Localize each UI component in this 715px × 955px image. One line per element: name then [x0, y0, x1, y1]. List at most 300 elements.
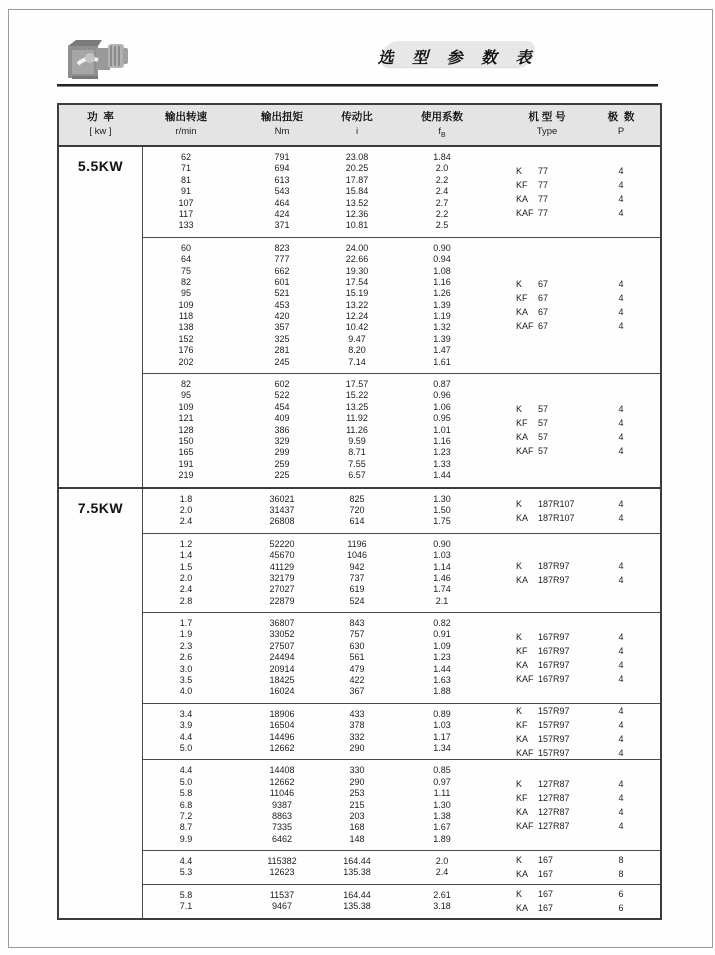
type-model: 127R87 — [538, 793, 570, 804]
table-row — [142, 494, 660, 505]
ratio-cell: 12.36 — [345, 208, 369, 219]
speed-cell: 3.9 — [179, 720, 193, 731]
header-output-speed: 输出转速 r/min — [165, 111, 207, 137]
type-model: 167R97 — [538, 645, 570, 656]
type-prefix: KA — [516, 659, 529, 670]
type-model: 157R97 — [538, 705, 570, 716]
torque-cell: 16504 — [269, 720, 295, 731]
table-row — [142, 596, 660, 607]
poles-list — [597, 704, 645, 760]
speed-cell: 82 — [180, 276, 191, 287]
type-entry — [516, 704, 570, 718]
type-model: 127R87 — [538, 779, 570, 790]
ratio-cell: 135.38 — [343, 867, 371, 878]
service-factor-cell: 1.19 — [433, 311, 451, 322]
poles-value: 4 — [618, 733, 624, 744]
table-row — [142, 811, 660, 822]
ratio-cell: 1196 — [347, 538, 367, 549]
torque-cell: 357 — [274, 322, 290, 333]
torque-cell: 52220 — [269, 538, 295, 549]
ratio-block — [142, 703, 660, 760]
service-factor-cell: 1.74 — [433, 584, 451, 595]
speed-cell: 4.4 — [179, 765, 193, 776]
type-model: 57 — [538, 446, 549, 457]
type-prefix: KAF — [516, 321, 534, 332]
header-power: 功 率 [ kw ] — [87, 111, 114, 137]
type-model: 157R97 — [538, 747, 570, 758]
speed-cell: 9.9 — [179, 833, 193, 844]
power-label: 5.5KW — [77, 158, 124, 174]
torque-cell: 420 — [274, 311, 290, 322]
ratio-cell: 378 — [349, 720, 365, 731]
type-prefix: KF — [516, 719, 528, 730]
ratio-cell: 9.47 — [348, 333, 366, 344]
torque-cell: 6462 — [271, 833, 293, 844]
table-row — [142, 516, 660, 527]
data-rows — [142, 238, 660, 373]
header-output-torque: 输出扭矩 Nm — [261, 111, 303, 137]
table-row — [142, 357, 660, 368]
type-entry — [516, 319, 548, 333]
type-list — [516, 277, 548, 333]
type-entry — [516, 732, 570, 746]
service-factor-cell: 1.44 — [433, 663, 451, 674]
table-row — [142, 175, 660, 186]
table-row — [142, 288, 660, 299]
torque-cell: 613 — [274, 174, 290, 185]
ratio-cell: 17.87 — [345, 174, 369, 185]
table-row — [142, 243, 660, 254]
gearmotor-logo-image — [66, 34, 132, 84]
table-row — [142, 788, 660, 799]
speed-cell: 71 — [180, 163, 191, 174]
type-entry — [516, 206, 548, 220]
table-row — [142, 254, 660, 265]
type-model: 77 — [538, 165, 549, 176]
type-model: 67 — [538, 293, 549, 304]
service-factor-cell: 1.03 — [433, 720, 451, 731]
ratio-cell: 20.25 — [345, 163, 369, 174]
service-factor-cell: 2.4 — [435, 867, 449, 878]
torque-cell: 12623 — [269, 867, 295, 878]
type-list — [516, 704, 570, 760]
torque-cell: 36021 — [269, 493, 295, 504]
table-row — [142, 379, 660, 390]
type-prefix: K — [516, 889, 523, 900]
table-row — [142, 459, 660, 470]
table-row — [142, 345, 660, 356]
speed-cell: 81 — [180, 174, 191, 185]
service-factor-cell: 1.09 — [433, 640, 451, 651]
type-model: 187R107 — [538, 512, 575, 523]
torque-cell: 602 — [274, 379, 290, 390]
table-row — [142, 152, 660, 163]
type-model: 187R107 — [538, 498, 575, 509]
torque-cell: 259 — [274, 458, 290, 469]
table-row — [142, 618, 660, 629]
service-factor-cell: 0.90 — [433, 538, 451, 549]
ratio-cell: 757 — [349, 629, 365, 640]
table-row — [142, 198, 660, 209]
type-prefix: K — [516, 631, 523, 642]
ratio-cell: 135.38 — [343, 901, 371, 912]
ratio-cell: 7.55 — [348, 458, 366, 469]
poles-value: 4 — [618, 418, 624, 429]
service-factor-cell: 2.61 — [433, 889, 451, 900]
service-factor-cell: 1.30 — [433, 799, 451, 810]
torque-cell: 454 — [274, 401, 290, 412]
speed-cell: 133 — [178, 220, 194, 231]
torque-cell: 777 — [274, 254, 290, 265]
torque-cell: 12662 — [269, 742, 295, 753]
ratio-cell: 422 — [349, 675, 365, 686]
torque-cell: 45670 — [269, 550, 295, 561]
speed-cell: 82 — [180, 379, 191, 390]
poles-value: 4 — [618, 821, 624, 832]
ratio-cell: 290 — [349, 742, 365, 753]
type-entry — [516, 805, 570, 819]
poles-value: 4 — [618, 560, 624, 571]
poles-value: 4 — [618, 193, 624, 204]
table-row — [142, 765, 660, 776]
type-prefix: KAF — [516, 673, 534, 684]
poles-value: 4 — [618, 498, 624, 509]
torque-cell: 8863 — [271, 810, 293, 821]
torque-cell: 791 — [274, 152, 290, 162]
type-model: 127R87 — [538, 807, 570, 818]
speed-cell: 107 — [178, 197, 194, 208]
service-factor-cell: 1.39 — [433, 299, 451, 310]
type-prefix: K — [516, 705, 523, 716]
ratio-block — [142, 373, 660, 487]
table-row — [142, 890, 660, 901]
torque-cell: 115382 — [267, 856, 297, 867]
ratio-cell: 843 — [349, 618, 365, 629]
table-row — [142, 856, 660, 867]
type-entry — [516, 573, 570, 587]
service-factor-cell: 1.06 — [433, 401, 451, 412]
table-row — [142, 901, 660, 912]
type-entry — [516, 430, 548, 444]
torque-cell: 694 — [274, 163, 290, 174]
table-row — [142, 436, 660, 447]
poles-value: 4 — [618, 432, 624, 443]
torque-cell: 16024 — [269, 686, 295, 697]
poles-value: 4 — [618, 321, 624, 332]
data-rows — [142, 489, 660, 533]
ratio-cell: 10.81 — [345, 220, 369, 231]
power-section — [59, 147, 660, 487]
speed-cell: 176 — [178, 345, 194, 356]
table-row — [142, 447, 660, 458]
type-entry — [516, 867, 553, 881]
ratio-cell: 148 — [349, 833, 365, 844]
service-factor-cell: 1.08 — [433, 265, 451, 276]
ratio-block — [142, 850, 660, 884]
speed-cell: 4.0 — [179, 686, 193, 697]
torque-cell: 9387 — [271, 799, 293, 810]
speed-cell: 1.5 — [179, 561, 193, 572]
speed-cell: 1.9 — [179, 629, 193, 640]
torque-cell: 11537 — [269, 889, 295, 900]
service-factor-cell: 1.46 — [433, 572, 451, 583]
type-model: 167R97 — [538, 673, 570, 684]
type-model: 77 — [538, 193, 549, 204]
table-row — [142, 505, 660, 516]
service-factor-cell: 2.0 — [435, 856, 449, 867]
table-row — [142, 209, 660, 220]
type-model: 57 — [538, 404, 549, 415]
type-model: 157R97 — [538, 733, 570, 744]
service-factor-cell: 2.0 — [435, 163, 449, 174]
ratio-cell: 8.71 — [348, 447, 366, 458]
poles-value: 4 — [618, 645, 624, 656]
speed-cell: 91 — [180, 186, 191, 197]
service-factor-cell: 2.2 — [435, 174, 449, 185]
type-prefix: K — [516, 855, 523, 866]
table-row — [142, 675, 660, 686]
table-row — [142, 539, 660, 550]
ratio-cell: 561 — [349, 652, 365, 663]
type-entry — [516, 305, 548, 319]
type-prefix: KF — [516, 179, 528, 190]
torque-cell: 245 — [274, 356, 290, 367]
torque-cell: 823 — [274, 242, 290, 253]
ratio-cell: 168 — [349, 822, 365, 833]
type-prefix: KA — [516, 903, 529, 914]
type-prefix: KAF — [516, 747, 534, 758]
poles-list — [597, 559, 645, 587]
type-entry — [516, 630, 570, 644]
type-list — [516, 497, 575, 525]
poles-value: 4 — [618, 747, 624, 758]
table-row — [142, 562, 660, 573]
torque-cell: 22879 — [269, 595, 295, 606]
ratio-cell: 17.57 — [345, 379, 369, 390]
poles-value: 4 — [618, 779, 624, 790]
torque-cell: 424 — [274, 208, 290, 219]
ratio-block — [142, 612, 660, 703]
header-poles: 极 数 P — [607, 111, 635, 137]
type-prefix: KAF — [516, 207, 534, 218]
type-prefix: K — [516, 279, 523, 290]
ratio-cell: 630 — [349, 640, 365, 651]
torque-cell: 27027 — [269, 584, 295, 595]
speed-cell: 2.0 — [179, 504, 193, 515]
ratio-cell: 13.52 — [345, 197, 369, 208]
ratio-cell: 12.24 — [345, 311, 369, 322]
table-row — [142, 470, 660, 481]
data-rows — [142, 704, 660, 760]
type-entry — [516, 444, 548, 458]
ratio-cell: 164.44 — [343, 856, 371, 867]
poles-value: 6 — [618, 889, 624, 900]
type-entry — [516, 416, 548, 430]
table-row — [142, 867, 660, 878]
torque-cell: 24494 — [269, 652, 295, 663]
service-factor-cell: 1.44 — [433, 470, 451, 481]
table-row — [142, 709, 660, 720]
table-row — [142, 664, 660, 675]
speed-cell: 3.4 — [179, 708, 193, 719]
torque-cell: 325 — [274, 333, 290, 344]
type-model: 67 — [538, 321, 549, 332]
type-prefix: KF — [516, 793, 528, 804]
ratio-block — [142, 147, 660, 237]
speed-cell: 2.6 — [179, 652, 193, 663]
type-model: 187R97 — [538, 560, 570, 571]
poles-value: 4 — [618, 207, 624, 218]
torque-cell: 20914 — [269, 663, 295, 674]
ratio-cell: 13.22 — [345, 299, 369, 310]
type-prefix: KA — [516, 307, 529, 318]
speed-cell: 1.2 — [179, 538, 193, 549]
service-factor-cell: 0.87 — [433, 379, 451, 390]
poles-value: 6 — [618, 903, 624, 914]
torque-cell: 464 — [274, 197, 290, 208]
table-row — [142, 573, 660, 584]
type-list — [516, 559, 570, 587]
type-model: 77 — [538, 179, 549, 190]
torque-cell: 453 — [274, 299, 290, 310]
speed-cell: 5.3 — [179, 867, 193, 878]
service-factor-cell: 1.61 — [433, 356, 451, 367]
type-entry — [516, 819, 570, 833]
table-row — [142, 743, 660, 754]
ratio-cell: 10.42 — [345, 322, 369, 333]
type-entry — [516, 672, 570, 686]
torque-cell: 18425 — [269, 675, 295, 686]
data-rows — [142, 534, 660, 612]
ratio-cell: 614 — [349, 516, 365, 527]
service-factor-cell: 1.47 — [433, 345, 451, 356]
type-prefix: KA — [516, 193, 529, 204]
torque-cell: 12662 — [269, 776, 295, 787]
service-factor-cell: 1.38 — [433, 810, 451, 821]
header-rule — [57, 84, 658, 87]
ratio-cell: 215 — [349, 799, 365, 810]
speed-cell: 5.8 — [179, 889, 193, 900]
ratio-cell: 433 — [349, 708, 365, 719]
table-row — [142, 686, 660, 697]
speed-cell: 3.5 — [179, 675, 193, 686]
speed-cell: 62 — [180, 152, 191, 162]
table-row — [142, 584, 660, 595]
poles-list — [597, 777, 645, 833]
ratio-cell: 942 — [349, 561, 365, 572]
poles-value: 4 — [618, 705, 624, 716]
type-entry — [516, 277, 548, 291]
ratio-cell: 22.66 — [345, 254, 369, 265]
torque-cell: 7335 — [271, 822, 293, 833]
speed-cell: 150 — [178, 435, 194, 446]
poles-value: 4 — [618, 659, 624, 670]
data-rows — [142, 147, 660, 237]
speed-cell: 1.7 — [179, 618, 193, 629]
type-prefix: KF — [516, 418, 528, 429]
ratio-block — [142, 237, 660, 373]
speed-cell: 5.0 — [179, 742, 193, 753]
ratio-cell: 11.26 — [346, 424, 368, 435]
type-list — [516, 853, 553, 881]
ratio-cell: 15.22 — [345, 390, 369, 401]
ratio-cell: 332 — [349, 731, 365, 742]
speed-cell: 1.8 — [179, 493, 193, 504]
ratio-cell: 15.19 — [345, 288, 369, 299]
type-entry — [516, 164, 548, 178]
type-model: 167 — [538, 903, 554, 914]
speed-cell: 4.4 — [179, 731, 193, 742]
ratio-cell: 9.59 — [348, 435, 366, 446]
poles-value: 4 — [618, 179, 624, 190]
poles-list — [597, 887, 645, 915]
type-entry — [516, 791, 570, 805]
table-row — [142, 390, 660, 401]
table-row — [142, 413, 660, 424]
speed-cell: 6.8 — [179, 799, 193, 810]
speed-cell: 60 — [180, 242, 191, 253]
header-service-factor: 使用系数 $f_B$ — [421, 111, 463, 139]
type-entry — [516, 746, 570, 760]
torque-cell: 41129 — [269, 561, 295, 572]
ratio-cell: 479 — [349, 663, 365, 674]
type-prefix: KA — [516, 432, 529, 443]
service-factor-cell: 2.4 — [435, 186, 449, 197]
table-row — [142, 186, 660, 197]
table-header-row — [59, 105, 660, 147]
speed-cell: 95 — [180, 390, 191, 401]
type-list — [516, 164, 548, 220]
table-row — [142, 277, 660, 288]
type-model: 77 — [538, 207, 549, 218]
speed-cell: 109 — [178, 401, 194, 412]
ratio-block — [142, 533, 660, 612]
table-row — [142, 822, 660, 833]
poles-value: 8 — [618, 855, 624, 866]
power-section — [59, 487, 660, 918]
service-factor-cell: 0.94 — [433, 254, 451, 265]
torque-cell: 409 — [274, 413, 290, 424]
type-entry — [516, 658, 570, 672]
selection-table — [57, 103, 662, 920]
service-factor-cell: 1.23 — [433, 652, 451, 663]
table-row — [142, 322, 660, 333]
speed-cell: 75 — [180, 265, 191, 276]
torque-cell: 601 — [274, 276, 290, 287]
table-row — [142, 425, 660, 436]
type-prefix: KA — [516, 512, 529, 523]
poles-list — [597, 164, 645, 220]
type-entry — [516, 718, 570, 732]
service-factor-cell: 2.1 — [435, 595, 449, 606]
poles-list — [597, 277, 645, 333]
ratio-cell: 203 — [349, 810, 365, 821]
type-prefix: K — [516, 560, 523, 571]
poles-value: 4 — [618, 719, 624, 730]
service-factor-cell: 0.96 — [433, 390, 451, 401]
speed-cell: 219 — [178, 470, 194, 481]
poles-list — [597, 630, 645, 686]
service-factor-cell: 2.2 — [435, 208, 449, 219]
service-factor-cell: 1.34 — [433, 742, 451, 753]
type-entry — [516, 559, 570, 573]
torque-cell: 522 — [274, 390, 290, 401]
type-prefix: K — [516, 498, 523, 509]
speed-cell: 121 — [178, 413, 194, 424]
data-rows — [142, 760, 660, 850]
service-factor-cell: 0.97 — [433, 776, 451, 787]
type-prefix: KAF — [516, 821, 534, 832]
